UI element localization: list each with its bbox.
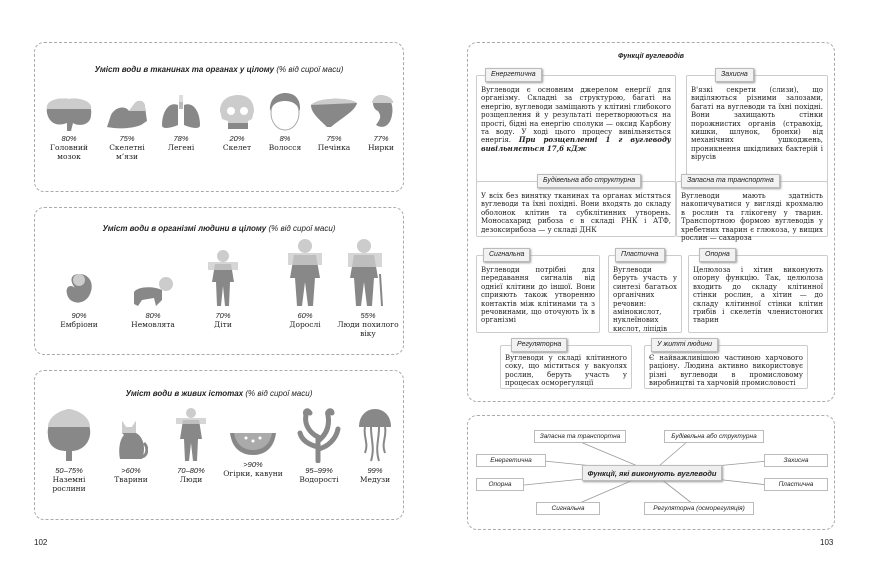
beings-panel <box>34 370 404 520</box>
being-plants: 50–75% Наземні рослини <box>41 407 97 493</box>
card-energy: Енергетична Вуглеводи є основним джерелом енергії для організму. Складні за структурою, багаті на енергію, вуглеводи заміщають у клітині глибокого розщеплення й у результаті перетворюються на прості, бідні на енергію сполуки — оксид Карбону та воду. У ході цього процесу вивільняється енергія. При розщепленні 1 г вуглеводу вивільняється 17,6 кДж <box>476 75 676 189</box>
card-signal: Сигнальна Вуглеводи потрібні для передавання сигналів від однієї клітини до іншої. Вони сприяють також утворенню контактів між клітинами та з речовинами, що оточують їх в організмі <box>476 255 600 333</box>
tissue-liver: 75% Печінка <box>308 93 360 152</box>
cat-icon <box>114 417 148 463</box>
card-life: У житті людини Є найважливішою частиною харчового раціону. Людина активно використовує різні вуглеводи в промисловому виробництві та харчовій промисловості <box>644 345 808 389</box>
ages-title: Уміст води в організмі людини в цілому (% від сирої маси) <box>102 224 336 233</box>
age-baby: 80% Немовлята <box>117 270 189 329</box>
mindmap-panel <box>467 415 835 530</box>
functions-panel <box>467 42 835 402</box>
jellyfish-icon <box>355 407 395 463</box>
watermelon-icon <box>228 427 278 457</box>
human-icon <box>176 407 206 463</box>
baby-icon <box>128 270 178 308</box>
age-adult: 60% Дорослі <box>275 238 335 329</box>
brain-icon <box>43 93 95 131</box>
age-elderly: 55% Люди похилого віку <box>335 238 401 338</box>
age-embryo: 90% Ембріони <box>49 270 109 329</box>
tissue-muscle: 75% Скелетні м’язи <box>98 93 156 161</box>
mm-center: Функції, які виконують вуглеводи <box>582 465 722 481</box>
muscle-icon <box>101 93 153 131</box>
age-child: 70% Діти <box>193 248 253 329</box>
embryo-icon <box>59 270 99 308</box>
being-animals: >60% Тварини <box>101 417 161 484</box>
kidney-icon <box>366 93 396 131</box>
liver-icon <box>309 93 359 131</box>
beings-title: Уміст води в живих істотах (% від сирої маси) <box>125 389 313 398</box>
being-humans: 70–80% Люди <box>163 407 219 484</box>
head-hair-icon <box>265 91 305 131</box>
algae-icon <box>296 407 342 463</box>
card-store: Запасна та транспортна Вуглеводи мають здатність накопичуватися у вигляді крохмалю в рослин та глікогену у тварин. Транспортною формою вуглеводів у хребетних тварин є глюкоза, у вищих рослин — сахароза <box>676 181 828 237</box>
being-algae: 95–99% Водорості <box>289 407 349 484</box>
tissues-panel <box>34 42 404 192</box>
mm-node-support: Опорна <box>476 478 524 491</box>
mm-node-plastic: Пластична <box>764 478 828 491</box>
skull-icon <box>214 93 260 131</box>
being-jellyfish: 99% Медузи <box>349 407 401 484</box>
tree-icon <box>44 407 94 463</box>
ages-panel <box>34 207 404 355</box>
card-support: Опорна Целюлоза і хітин виконують опорну функцію. Так, целюлоза входить до складу клітинної стінки рослин, а хітин — до складу клітинної стінки клітин грибів і скелетів членистоногих тварин <box>688 255 828 333</box>
mm-node-protect: Захисна <box>764 454 828 467</box>
tissue-skull: 20% Скелет <box>208 93 266 152</box>
page-number-right: 103 <box>820 538 834 547</box>
mm-node-build: Будівельна або структурна <box>664 430 764 443</box>
being-watermelon: >90% Огірки, кавуни <box>221 427 285 478</box>
tissue-brain: 80% Головний мозок <box>40 93 98 161</box>
tissues-title: Уміст води в тканинах та органах у цілому (% від сирої маси) <box>94 65 344 74</box>
adult-icon <box>288 238 322 308</box>
tissue-kidney: 77% Нирки <box>360 93 402 152</box>
mm-node-store: Запасна та транспортна <box>534 430 626 443</box>
card-regul: Регуляторна Вуглеводи у складі клітинного соку, що міститься у вакуолях рослин, беруть участь у процесах осморегуляції <box>500 345 632 389</box>
mm-node-energy: Енергетична <box>476 454 546 467</box>
card-plastic: Пластична Вуглеводи беруть участь у синтезі багатьох органічних речовин: амінокислот, нуклеїнових кислот, ліпідів <box>608 255 682 333</box>
child-icon <box>208 248 238 308</box>
page-number-left: 102 <box>34 538 48 547</box>
mm-node-regul: Регуляторна (осморегуляція) <box>644 502 754 515</box>
tissue-hair: 8% Волосся <box>260 91 310 152</box>
elderly-icon <box>348 238 388 308</box>
mm-node-signal: Сигнальна <box>536 502 600 515</box>
tissue-lungs: 78% Легені <box>156 93 206 152</box>
functions-title: Функції вуглеводів <box>617 53 685 60</box>
lungs-icon <box>158 93 204 131</box>
card-protect: Захисна В'язкі секрети (слизи), що виділяються різними залозами, багаті на вуглеводи та їхні похідні. Вони захищають стінки порожнистих органів (стравохід, кишки, шлунок, бронхи) від механічних ушкоджень, проникнення шкідливих бактерій і вірусів <box>686 75 828 189</box>
card-build: Будівельна або структурна У всіх без винятку тканинах та органах містяться вуглеводи та їхні похідні. Вони входять до складу оболонок клітин та субклітинних утворень. Моносахарид рибоза є в складі РНК і АТФ, дезоксирибоза — у складі ДНК <box>476 181 676 237</box>
